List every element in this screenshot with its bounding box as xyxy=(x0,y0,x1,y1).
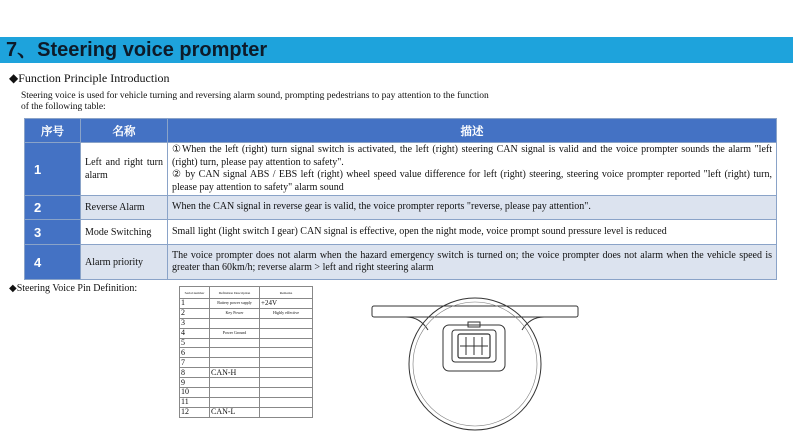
voice-prompter-drawing xyxy=(368,292,583,442)
row-description xyxy=(168,143,777,196)
pin-row xyxy=(180,368,313,378)
table-row xyxy=(25,245,777,280)
pin-number: 7 xyxy=(180,358,210,368)
function-table xyxy=(24,118,777,280)
table-row xyxy=(25,143,777,196)
pin-number: 8 xyxy=(180,368,210,378)
pin-number: 4 xyxy=(180,328,210,338)
function-principle-heading: ◆Function Principle Introduction xyxy=(9,71,170,85)
pin-header-cell: Remarks xyxy=(260,287,313,299)
pin-definition xyxy=(210,378,260,388)
pin-number: 9 xyxy=(180,378,210,388)
function-table-header xyxy=(25,119,777,143)
pin-definition xyxy=(210,318,260,328)
row-number: 4 xyxy=(25,245,81,280)
pin-row xyxy=(180,407,313,417)
pin-definition xyxy=(210,388,260,398)
pin-number: 11 xyxy=(180,397,210,407)
pin-row xyxy=(180,397,313,407)
housing-inner-ring xyxy=(413,302,537,426)
pin-remarks: Highly effective xyxy=(260,308,313,318)
pin-remarks xyxy=(260,388,313,398)
col-header-name: 名称 xyxy=(81,119,168,143)
pin-definition-heading: ◆Steering Voice Pin Definition: xyxy=(9,283,138,294)
intro-line-1: Steering voice is used for vehicle turning and reversing alarm sound, prompting pedestrians to pay attention to the function xyxy=(21,91,489,101)
pin-remarks xyxy=(260,397,313,407)
pin-remarks xyxy=(260,328,313,338)
row-name: Reverse Alarm xyxy=(81,196,168,220)
col-header-description: 描述 xyxy=(168,119,777,143)
pin-remarks xyxy=(260,338,313,348)
description-line: ①When the left (right) turn signal switch is activated, the left (right) steering CAN signal is valid and the voice prompter sounds the alarm "left (right) turn, please pay attention to safety". xyxy=(172,144,772,168)
pin-number: 5 xyxy=(180,338,210,348)
pin-number: 10 xyxy=(180,388,210,398)
pin-definition: Key Power xyxy=(210,308,260,318)
pin-row xyxy=(180,299,313,309)
pin-number: 2 xyxy=(180,308,210,318)
speaker-housing xyxy=(409,298,541,430)
row-number: 1 xyxy=(25,143,81,196)
section-header-bar xyxy=(0,37,793,63)
pin-row xyxy=(180,338,313,348)
pin-definition xyxy=(210,338,260,348)
table-row xyxy=(25,220,777,245)
pin-row xyxy=(180,348,313,358)
pin-remarks xyxy=(260,368,313,378)
pin-row xyxy=(180,318,313,328)
pin-definition xyxy=(210,348,260,358)
mounting-bracket xyxy=(372,306,578,317)
table-row xyxy=(25,196,777,220)
pin-header-cell: Serial number xyxy=(180,287,210,299)
description-line: When the CAN signal in reverse gear is valid, the voice prompter reports "reverse, please pay attention". xyxy=(172,201,591,213)
description-line: The voice prompter does not alarm when the hazard emergency switch is turned on; the voice prompter does not alarm when the vehicle speed is greater than 60km/h; reverse alarm > left and right steering alarm xyxy=(172,249,772,273)
pin-remarks xyxy=(260,318,313,328)
pin-row xyxy=(180,308,313,318)
pin-header-cell: Definition Description xyxy=(210,287,260,299)
pin-remarks xyxy=(260,358,313,368)
row-description xyxy=(168,220,777,245)
description-line: Small light (light switch I gear) CAN signal is effective, open the night mode, voice prompt sound pressure level is reduced xyxy=(172,225,667,237)
row-name: Mode Switching xyxy=(81,220,168,245)
pin-table-header xyxy=(180,287,313,299)
pin-number: 1 xyxy=(180,299,210,309)
pin-row xyxy=(180,388,313,398)
pin-definition: CAN-H xyxy=(210,368,260,378)
pin-table xyxy=(179,286,313,418)
pin-definition xyxy=(210,358,260,368)
pin-remarks: +24V xyxy=(260,299,313,309)
section-title: 7、Steering voice prompter xyxy=(6,39,268,61)
row-name: Left and right turn alarm xyxy=(81,143,168,196)
pin-remarks xyxy=(260,378,313,388)
pin-number: 12 xyxy=(180,407,210,417)
row-description xyxy=(168,245,777,280)
intro-line-2: of the following table: xyxy=(21,102,106,112)
row-number: 3 xyxy=(25,220,81,245)
pin-remarks xyxy=(260,348,313,358)
description-line: ② by CAN signal ABS / EBS left (right) wheel speed value difference for left (right) steering, steering voice prompter reported "left (right) turn, please pay attention to safety" alarm sound xyxy=(172,169,772,193)
row-name: Alarm priority xyxy=(81,245,168,280)
pin-row xyxy=(180,378,313,388)
pin-number: 6 xyxy=(180,348,210,358)
row-number: 2 xyxy=(25,196,81,220)
pin-row xyxy=(180,328,313,338)
pin-definition: Battery power supply xyxy=(210,299,260,309)
pin-definition: CAN-L xyxy=(210,407,260,417)
pin-remarks xyxy=(260,407,313,417)
pin-number: 3 xyxy=(180,318,210,328)
row-description xyxy=(168,196,777,220)
pin-definition: Power Ground xyxy=(210,328,260,338)
col-header-number: 序号 xyxy=(25,119,81,143)
pin-definition xyxy=(210,397,260,407)
pin-row xyxy=(180,358,313,368)
